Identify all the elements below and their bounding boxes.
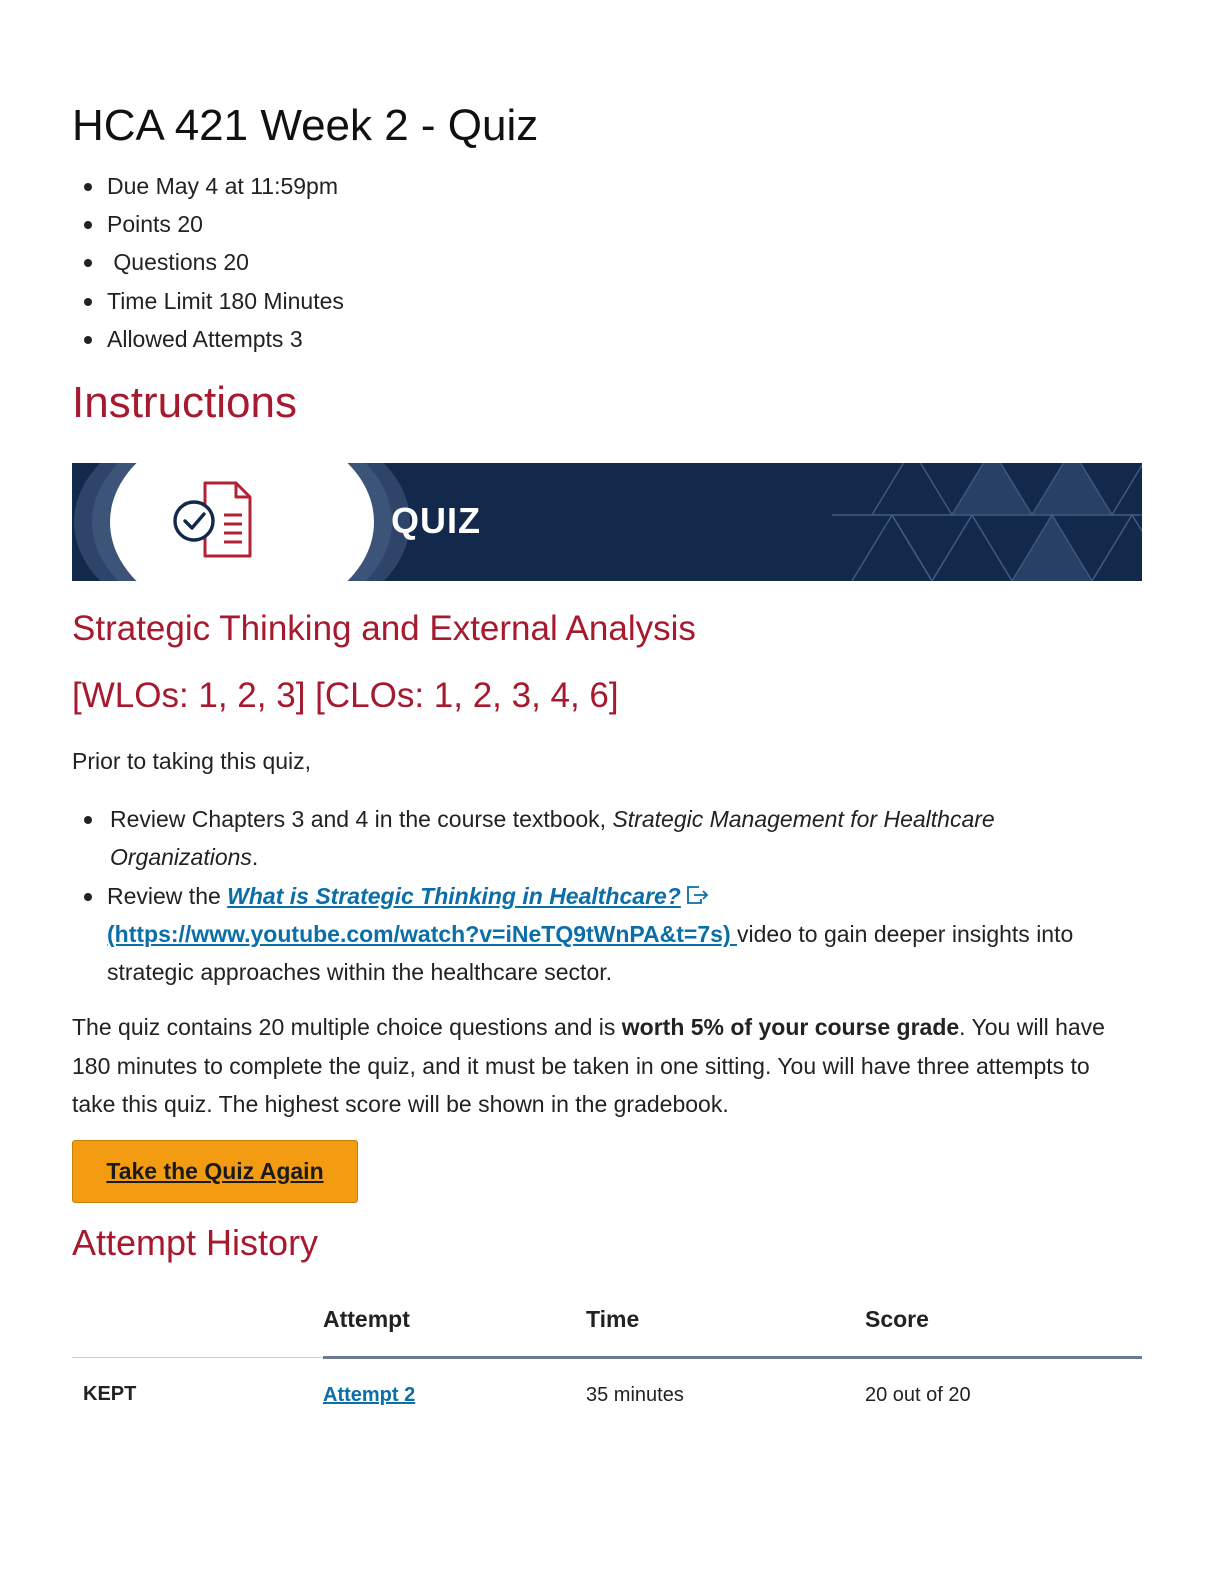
banner-label: QUIZ: [391, 500, 481, 541]
video-link[interactable]: What is Strategic Thinking in Healthcare? (https://www.youtube.com/watch?v=iNeTQ9tWnPA&t=7s): [107, 882, 737, 947]
attempt-cell: [323, 1358, 586, 1432]
attempt-history-table: [72, 1282, 1142, 1431]
external-link-icon: [685, 884, 709, 906]
quiz-banner: [72, 463, 1142, 581]
banner-graphic: [72, 463, 1142, 581]
column-header-score: Score: [865, 1305, 929, 1332]
attempt-score: 20 out of 20: [865, 1358, 1142, 1432]
attempt-history-heading: Attempt History: [72, 1222, 319, 1263]
learning-outcomes: [WLOs: 1, 2, 3] [CLOs: 1, 2, 3, 4, 6]: [72, 676, 619, 715]
quiz-details-list: [72, 167, 344, 358]
column-header-time: Time: [586, 1305, 640, 1332]
detail-due: Due May 4 at 11:59pm: [72, 167, 344, 205]
prep-item-textbook: Review Chapters 3 and 4 in the course textbook, Strategic Management for Healthcare Organizations.: [72, 800, 1112, 877]
prior-text: Prior to taking this quiz,: [72, 748, 312, 774]
table-row: [72, 1358, 1142, 1432]
textbook-title: Strategic Management for Healthcare Organizations: [110, 806, 995, 871]
instructions-heading: Instructions: [72, 378, 297, 427]
column-header-status: [72, 1282, 323, 1358]
detail-time-limit: Time Limit 180 Minutes: [72, 282, 344, 320]
prep-item-video: Review the What is Strategic Thinking in Healthcare? (https://www.youtube.com/watch?v=iNeTQ9tWnPA&t=7s) video to gain deeper insights into strategic approaches within the healthcare sector.: [72, 877, 1112, 992]
quiz-summary: The quiz contains 20 multiple choice questions and is worth 5% of your course grade. You will have 180 minutes to complete the quiz, and it must be taken in one sitting. You will have three attempts to take this quiz. The highest score will be shown in the gradebook.: [72, 1014, 1105, 1117]
attempt-status: KEPT: [72, 1358, 323, 1432]
attempt-time: 35 minutes: [586, 1358, 865, 1432]
attempt-link[interactable]: Attempt 2: [323, 1383, 416, 1406]
page-title: HCA 421 Week 2 - Quiz: [72, 101, 539, 150]
detail-questions: Questions 20: [72, 243, 344, 281]
take-quiz-again-button[interactable]: Take the Quiz Again: [72, 1140, 358, 1203]
column-header-attempt: Attempt: [323, 1305, 410, 1332]
detail-points: Points 20: [72, 205, 344, 243]
detail-allowed-attempts: Allowed Attempts 3: [72, 320, 344, 358]
prep-list: [72, 800, 1112, 991]
section-title: Strategic Thinking and External Analysis: [72, 609, 696, 648]
